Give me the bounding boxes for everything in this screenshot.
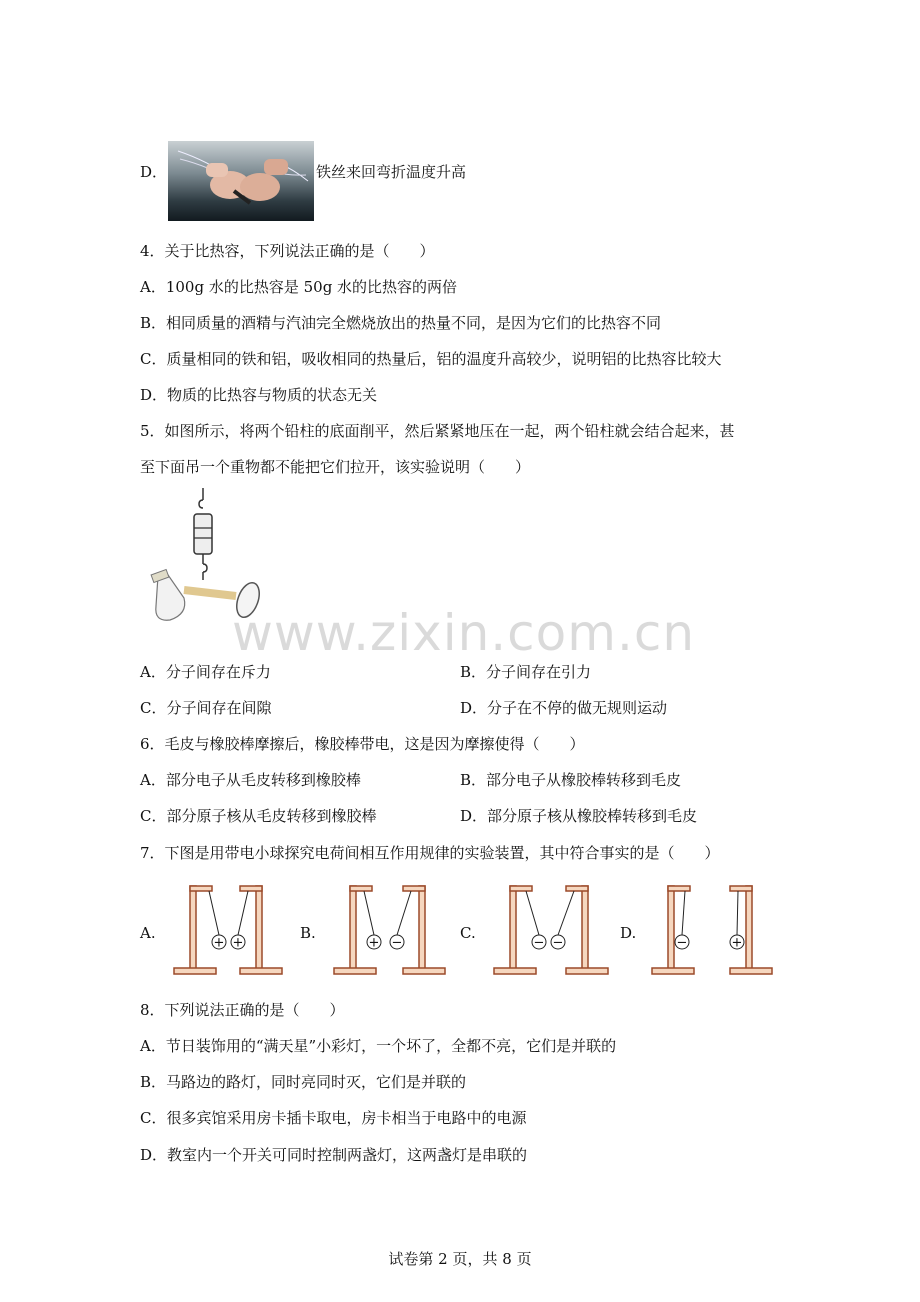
stand-right-base [730,968,772,974]
q3-option-d-text: 铁丝来回弯折温度升高 [316,163,467,181]
thread [737,891,738,935]
stand-left-post [510,886,516,970]
thread [397,891,411,935]
q8-option-c: C．很多宾馆采用房卡插卡取电，房卡相当于电路中的电源 [140,1109,527,1127]
stand-left-post [668,886,674,970]
q3-option-d-label: D． [140,163,168,181]
stand-left-base [334,968,376,974]
q5-option-a: A．分子间存在斥力 [140,663,271,681]
q4-stem: 4．关于比热容，下列说法正确的是（ ） [140,242,435,260]
q8-option-a: A．节日装饰用的“满天星”小彩灯，一个坏了，全都不亮，它们是并联的 [140,1037,617,1055]
stand-right-post [419,886,425,970]
thread [682,891,685,935]
thread [238,891,248,935]
page-footer: 试卷第 2 页，共 8 页 [388,1250,532,1268]
q6-option-d: D．部分原子核从橡胶棒转移到毛皮 [460,807,698,825]
stand-left-arm [350,886,372,891]
charge-sign: + [232,935,244,951]
q8-option-b: B．马路边的路灯，同时亮同时灭，它们是并联的 [140,1073,467,1091]
stand-right-arm [730,886,752,891]
q7-label-b: B. [300,924,316,942]
stand-left-post [350,886,356,970]
stand-left-arm [510,886,532,891]
q5-stem-line2: 至下面吊一个重物都不能把它们拉开，该实验说明（ ） [140,458,531,476]
q8-stem: 8．下列说法正确的是（ ） [140,1001,345,1019]
thread [558,891,574,935]
q4-option-d: D．物质的比热容与物质的状态无关 [140,386,378,404]
q6-option-a: A．部分电子从毛皮转移到橡胶棒 [140,771,361,789]
stand-right-post [582,886,588,970]
stand-right-arm [240,886,262,891]
watermark: www.zixin.com.cn [232,604,696,662]
stand-right-arm [566,886,588,891]
stand-right-post [746,886,752,970]
stand-right-base [240,968,282,974]
stand-left-base [174,968,216,974]
q4-option-c: C．质量相同的铁和铝，吸收相同的热量后，铝的温度升高较少，说明铝的比热容比较大 [140,350,722,368]
charge-sign: + [368,935,380,951]
stand-right-base [403,968,445,974]
q5-stem-line1: 5．如图所示，将两个铅柱的底面削平，然后紧紧地压在一起，两个铅柱就会结合起来，甚 [140,422,735,440]
stand-right-base [566,968,608,974]
bending-wire-photo [168,141,314,221]
charged-balls-figure [165,882,785,982]
stand-left-arm [190,886,212,891]
thread [526,891,539,935]
q4-option-b: B．相同质量的酒精与汽油完全燃烧放出的热量不同，是因为它们的比热容不同 [140,314,662,332]
charge-sign: − [533,935,545,951]
q7-label-c: C. [460,924,476,942]
q5-option-c: C．分子间存在间隙 [140,699,272,717]
q6-option-b: B．部分电子从橡胶棒转移到毛皮 [460,771,682,789]
q6-option-c: C．部分原子核从毛皮转移到橡胶棒 [140,807,377,825]
q7-label-a: A. [140,924,156,942]
q7-stem: 7．下图是用带电小球探究电荷间相互作用规律的实验装置，其中符合事实的是（ ） [140,844,720,862]
charge-sign: + [213,935,225,951]
thread [364,891,374,935]
q8-option-d: D．教室内一个开关可同时控制两盏灯，这两盏灯是串联的 [140,1146,528,1164]
charge-sign: − [391,935,403,951]
charge-sign: − [552,935,564,951]
stand-right-post [256,886,262,970]
stand-left-base [494,968,536,974]
charge-sign: − [676,935,688,951]
q7-label-d: D. [620,924,637,942]
q5-option-b: B．分子间存在引力 [460,663,592,681]
stand-right-arm [403,886,425,891]
stand-left-post [190,886,196,970]
thread [209,891,219,935]
q4-option-a: A．100g 水的比热容是 50g 水的比热容的两倍 [140,278,458,296]
stand-left-arm [668,886,690,891]
stand-left-base [652,968,694,974]
q5-option-d: D．分子在不停的做无规则运动 [460,699,668,717]
q6-stem: 6．毛皮与橡胶棒摩擦后，橡胶棒带电，这是因为摩擦使得（ ） [140,735,585,753]
charge-sign: + [731,935,743,951]
